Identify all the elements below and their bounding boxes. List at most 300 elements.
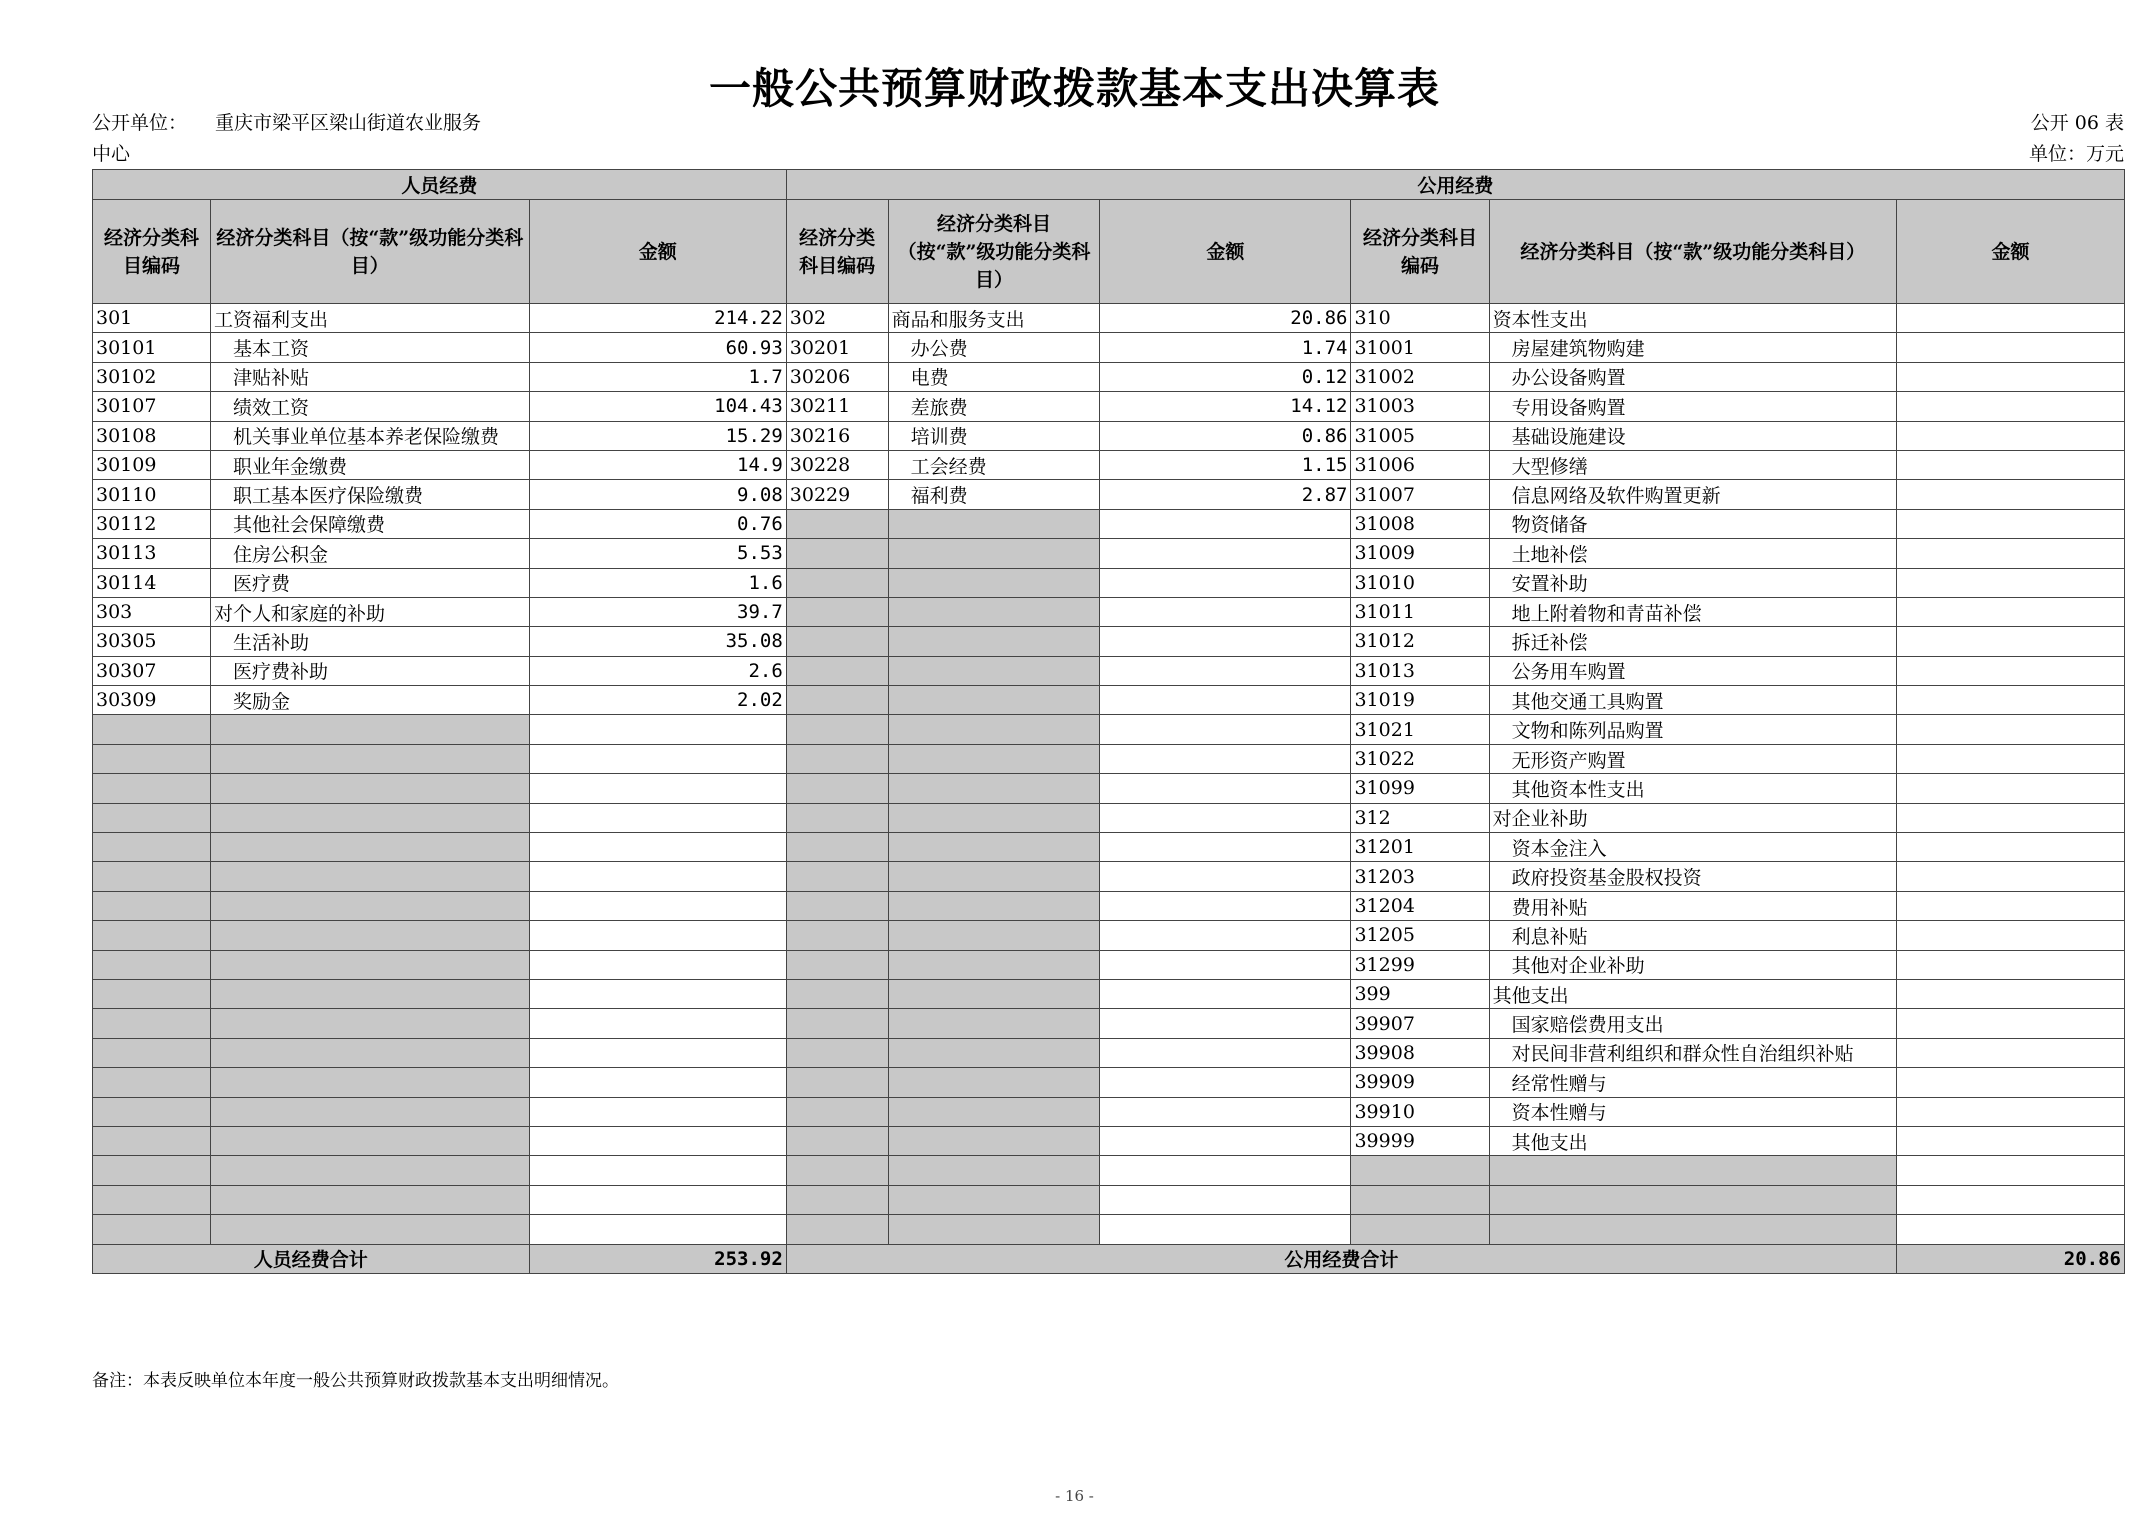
page-number: - 16 - (1055, 1487, 1094, 1505)
table-row (93, 450, 2125, 479)
table-row (93, 715, 2125, 744)
personnel-amount-cell (529, 715, 786, 744)
capital-name-cell: 信息网络及软件购置更新 (1489, 480, 1896, 509)
personnel-name-cell (210, 950, 529, 979)
goods-code-cell: 30216 (786, 421, 888, 450)
table-row (93, 1156, 2125, 1185)
personnel-code-cell: 303 (93, 597, 211, 626)
public-total-label: 公用经费合计 (786, 1244, 1896, 1273)
goods-amount-cell (1100, 1097, 1351, 1126)
personnel-name-cell (210, 1068, 529, 1097)
capital-name-cell: 对民间非营利组织和群众性自治组织补贴 (1489, 1038, 1896, 1067)
goods-amount-cell: 2.87 (1100, 480, 1351, 509)
capital-amount-cell (1897, 627, 2125, 656)
goods-name-cell: 培训费 (888, 421, 1100, 450)
capital-code-cell: 31007 (1351, 480, 1489, 509)
capital-code-cell: 31205 (1351, 921, 1489, 950)
capital-amount-cell (1897, 686, 2125, 715)
personnel-amount-cell (529, 833, 786, 862)
personnel-amount-cell: 214.22 (529, 304, 786, 333)
personnel-name-cell (210, 1038, 529, 1067)
goods-name-cell (888, 950, 1100, 979)
table-row (93, 1215, 2125, 1244)
personnel-name-cell: 生活补助 (210, 627, 529, 656)
expenditure-table (92, 169, 2125, 1274)
table-row (93, 392, 2125, 421)
personnel-total-value: 253.92 (529, 1244, 786, 1273)
personnel-code-cell (93, 979, 211, 1008)
goods-name-cell (888, 774, 1100, 803)
capital-code-cell: 31006 (1351, 450, 1489, 479)
goods-name-cell (888, 686, 1100, 715)
table-row (93, 1097, 2125, 1126)
personnel-code-cell (93, 1068, 211, 1097)
goods-amount-cell (1100, 1038, 1351, 1067)
goods-amount-cell: 14.12 (1100, 392, 1351, 421)
goods-amount-cell (1100, 1068, 1351, 1097)
goods-amount-cell: 0.86 (1100, 421, 1351, 450)
goods-code-cell (786, 627, 888, 656)
capital-name-cell: 房屋建筑物购建 (1489, 333, 1896, 362)
personnel-code-cell (93, 921, 211, 950)
capital-code-cell: 31021 (1351, 715, 1489, 744)
goods-name-cell (888, 979, 1100, 1008)
capital-name-cell: 安置补助 (1489, 568, 1896, 597)
table-row (93, 1009, 2125, 1038)
table-row (93, 1068, 2125, 1097)
capital-code-cell: 31008 (1351, 509, 1489, 538)
goods-code-cell (786, 774, 888, 803)
personnel-code-cell (93, 862, 211, 891)
personnel-name-cell (210, 1009, 529, 1038)
capital-code-cell: 39999 (1351, 1126, 1489, 1155)
personnel-amount-cell: 39.7 (529, 597, 786, 626)
capital-code-cell: 31022 (1351, 744, 1489, 773)
personnel-name-cell: 机关事业单位基本养老保险缴费 (210, 421, 529, 450)
personnel-name-cell: 医疗费 (210, 568, 529, 597)
personnel-amount-cell: 104.43 (529, 392, 786, 421)
goods-name-cell (888, 1126, 1100, 1155)
capital-amount-cell (1897, 744, 2125, 773)
personnel-name-cell (210, 1097, 529, 1126)
unit-label: 公开单位： (92, 112, 188, 134)
footnote: 备注：本表反映单位本年度一般公共预算财政拨款基本支出明细情况。 (92, 1371, 619, 1391)
goods-name-cell (888, 1215, 1100, 1244)
table-row (93, 979, 2125, 1008)
capital-code-cell (1351, 1215, 1489, 1244)
goods-code-cell (786, 656, 888, 685)
capital-name-cell: 拆迁补偿 (1489, 627, 1896, 656)
goods-name-cell (888, 1038, 1100, 1067)
personnel-name-cell (210, 921, 529, 950)
capital-amount-cell (1897, 1038, 2125, 1067)
capital-name-cell: 费用补贴 (1489, 891, 1896, 920)
personnel-code-cell: 30309 (93, 686, 211, 715)
personnel-amount-cell (529, 891, 786, 920)
personnel-name-cell (210, 715, 529, 744)
goods-name-cell (888, 833, 1100, 862)
goods-amount-cell (1100, 774, 1351, 803)
capital-code-cell: 310 (1351, 304, 1489, 333)
table-row (93, 304, 2125, 333)
personnel-name-cell: 基本工资 (210, 333, 529, 362)
capital-name-cell: 办公设备购置 (1489, 362, 1896, 391)
personnel-amount-cell (529, 1215, 786, 1244)
goods-amount-cell: 1.15 (1100, 450, 1351, 479)
table-row (93, 568, 2125, 597)
capital-name-cell: 对企业补助 (1489, 803, 1896, 832)
capital-amount-cell (1897, 568, 2125, 597)
goods-name-cell (888, 803, 1100, 832)
capital-code-cell: 31009 (1351, 539, 1489, 568)
goods-code-cell (786, 833, 888, 862)
goods-amount-cell (1100, 803, 1351, 832)
capital-amount-cell (1897, 950, 2125, 979)
personnel-amount-cell: 2.02 (529, 686, 786, 715)
table-row (93, 656, 2125, 685)
capital-amount-cell (1897, 774, 2125, 803)
personnel-amount-cell (529, 803, 786, 832)
capital-name-cell: 其他资本性支出 (1489, 774, 1896, 803)
capital-amount-cell (1897, 1068, 2125, 1097)
personnel-code-cell (93, 1097, 211, 1126)
goods-name-cell (888, 1068, 1100, 1097)
personnel-code-cell (93, 1156, 211, 1185)
capital-code-cell: 31012 (1351, 627, 1489, 656)
personnel-name-cell: 医疗费补助 (210, 656, 529, 685)
goods-code-cell (786, 744, 888, 773)
personnel-code-cell (93, 891, 211, 920)
personnel-amount-cell: 60.93 (529, 333, 786, 362)
capital-name-cell: 国家赔偿费用支出 (1489, 1009, 1896, 1038)
personnel-code-cell (93, 1215, 211, 1244)
personnel-code-cell: 30114 (93, 568, 211, 597)
table-row (93, 1185, 2125, 1214)
goods-name-cell: 电费 (888, 362, 1100, 391)
capital-name-cell: 利息补贴 (1489, 921, 1896, 950)
goods-name-cell (888, 568, 1100, 597)
table-row (93, 480, 2125, 509)
goods-name-cell: 办公费 (888, 333, 1100, 362)
personnel-code-cell: 30110 (93, 480, 211, 509)
capital-name-cell: 文物和陈列品购置 (1489, 715, 1896, 744)
personnel-amount-cell (529, 1068, 786, 1097)
table-row (93, 627, 2125, 656)
goods-name-cell (888, 627, 1100, 656)
capital-name-cell: 地上附着物和青苗补偿 (1489, 597, 1896, 626)
personnel-name-cell: 住房公积金 (210, 539, 529, 568)
goods-name-cell: 商品和服务支出 (888, 304, 1100, 333)
goods-amount-cell (1100, 891, 1351, 920)
form-number: 公开 06 表 (2030, 112, 2124, 134)
table-row (93, 774, 2125, 803)
personnel-code-cell: 30101 (93, 333, 211, 362)
capital-code-cell: 312 (1351, 803, 1489, 832)
capital-code-cell: 31201 (1351, 833, 1489, 862)
money-unit: 单位：万元 (2028, 143, 2124, 165)
header-personnel-amount: 金额 (529, 200, 786, 304)
goods-code-cell (786, 1126, 888, 1155)
personnel-code-cell (93, 774, 211, 803)
capital-amount-cell (1897, 656, 2125, 685)
personnel-total-label: 人员经费合计 (93, 1244, 530, 1273)
capital-code-cell: 31099 (1351, 774, 1489, 803)
goods-code-cell (786, 950, 888, 979)
personnel-name-cell (210, 979, 529, 1008)
table-row (93, 803, 2125, 832)
goods-name-cell (888, 1185, 1100, 1214)
capital-code-cell (1351, 1156, 1489, 1185)
capital-amount-cell (1897, 304, 2125, 333)
personnel-amount-cell (529, 950, 786, 979)
capital-code-cell: 399 (1351, 979, 1489, 1008)
personnel-name-cell: 对个人和家庭的补助 (210, 597, 529, 626)
capital-code-cell (1351, 1185, 1489, 1214)
goods-amount-cell: 0.12 (1100, 362, 1351, 391)
goods-amount-cell (1100, 744, 1351, 773)
goods-amount-cell (1100, 627, 1351, 656)
personnel-name-cell: 奖励金 (210, 686, 529, 715)
goods-code-cell (786, 1156, 888, 1185)
table-row (93, 1126, 2125, 1155)
goods-amount-cell (1100, 686, 1351, 715)
table-row (93, 950, 2125, 979)
goods-amount-cell (1100, 568, 1351, 597)
personnel-name-cell (210, 1156, 529, 1185)
table-row (93, 362, 2125, 391)
capital-amount-cell (1897, 539, 2125, 568)
personnel-amount-cell (529, 1126, 786, 1155)
capital-code-cell: 31013 (1351, 656, 1489, 685)
table-row (93, 1038, 2125, 1067)
personnel-name-cell (210, 1215, 529, 1244)
personnel-code-cell (93, 1038, 211, 1067)
capital-name-cell: 其他支出 (1489, 979, 1896, 1008)
goods-amount-cell (1100, 950, 1351, 979)
capital-amount-cell (1897, 979, 2125, 1008)
personnel-code-cell (93, 715, 211, 744)
goods-amount-cell (1100, 539, 1351, 568)
goods-amount-cell: 1.74 (1100, 333, 1351, 362)
personnel-code-cell (93, 1185, 211, 1214)
goods-name-cell (888, 891, 1100, 920)
goods-amount-cell (1100, 862, 1351, 891)
personnel-name-cell (210, 744, 529, 773)
goods-code-cell (786, 715, 888, 744)
goods-name-cell (888, 1097, 1100, 1126)
capital-code-cell: 31001 (1351, 333, 1489, 362)
header-personnel-code: 经济分类科目编码 (93, 200, 211, 304)
capital-amount-cell (1897, 450, 2125, 479)
goods-amount-cell (1100, 509, 1351, 538)
personnel-code-cell: 30107 (93, 392, 211, 421)
capital-name-cell: 资本性支出 (1489, 304, 1896, 333)
personnel-amount-cell: 9.08 (529, 480, 786, 509)
personnel-amount-cell (529, 1009, 786, 1038)
goods-amount-cell (1100, 921, 1351, 950)
personnel-code-cell: 30108 (93, 421, 211, 450)
goods-name-cell (888, 744, 1100, 773)
header-goods-name: 经济分类科目（按“款”级功能分类科目） (888, 200, 1100, 304)
goods-name-cell: 福利费 (888, 480, 1100, 509)
personnel-amount-cell (529, 774, 786, 803)
header-goods-amount: 金额 (1100, 200, 1351, 304)
capital-name-cell (1489, 1156, 1896, 1185)
goods-code-cell (786, 862, 888, 891)
capital-code-cell: 31010 (1351, 568, 1489, 597)
table-row (93, 421, 2125, 450)
capital-code-cell: 39908 (1351, 1038, 1489, 1067)
capital-amount-cell (1897, 392, 2125, 421)
personnel-name-cell (210, 774, 529, 803)
goods-code-cell (786, 539, 888, 568)
personnel-name-cell: 绩效工资 (210, 392, 529, 421)
capital-amount-cell (1897, 1185, 2125, 1214)
page-title: 一般公共预算财政拨款基本支出决算表 (708, 64, 1440, 113)
goods-code-cell: 30211 (786, 392, 888, 421)
capital-name-cell: 物资储备 (1489, 509, 1896, 538)
capital-name-cell: 政府投资基金股权投资 (1489, 862, 1896, 891)
capital-code-cell: 31203 (1351, 862, 1489, 891)
goods-code-cell (786, 1068, 888, 1097)
goods-name-cell (888, 715, 1100, 744)
capital-amount-cell (1897, 1009, 2125, 1038)
table-row (93, 744, 2125, 773)
capital-name-cell (1489, 1215, 1896, 1244)
capital-name-cell: 无形资产购置 (1489, 744, 1896, 773)
goods-code-cell: 302 (786, 304, 888, 333)
goods-amount-cell (1100, 1215, 1351, 1244)
capital-amount-cell (1897, 891, 2125, 920)
capital-amount-cell (1897, 862, 2125, 891)
goods-code-cell (786, 1215, 888, 1244)
goods-amount-cell (1100, 597, 1351, 626)
goods-name-cell (888, 862, 1100, 891)
table-row (93, 891, 2125, 920)
capital-amount-cell (1897, 921, 2125, 950)
capital-amount-cell (1897, 803, 2125, 832)
personnel-code-cell (93, 833, 211, 862)
goods-amount-cell (1100, 979, 1351, 1008)
goods-code-cell (786, 979, 888, 1008)
goods-name-cell (888, 597, 1100, 626)
header-capital-amount: 金额 (1897, 200, 2125, 304)
personnel-amount-cell: 35.08 (529, 627, 786, 656)
capital-code-cell: 31299 (1351, 950, 1489, 979)
goods-code-cell (786, 1009, 888, 1038)
capital-code-cell: 39907 (1351, 1009, 1489, 1038)
personnel-code-cell: 301 (93, 304, 211, 333)
personnel-code-cell: 30307 (93, 656, 211, 685)
personnel-amount-cell (529, 744, 786, 773)
goods-name-cell (888, 1156, 1100, 1185)
personnel-amount-cell: 0.76 (529, 509, 786, 538)
capital-code-cell: 31011 (1351, 597, 1489, 626)
personnel-amount-cell: 2.6 (529, 656, 786, 685)
header-capital-name: 经济分类科目（按“款”级功能分类科目） (1489, 200, 1896, 304)
personnel-amount-cell: 1.6 (529, 568, 786, 597)
goods-code-cell (786, 1038, 888, 1067)
personnel-name-cell: 其他社会保障缴费 (210, 509, 529, 538)
section-personnel: 人员经费 (93, 170, 787, 200)
goods-name-cell (888, 539, 1100, 568)
personnel-name-cell (210, 1126, 529, 1155)
goods-code-cell (786, 891, 888, 920)
capital-code-cell: 39909 (1351, 1068, 1489, 1097)
table-row (93, 686, 2125, 715)
personnel-amount-cell (529, 862, 786, 891)
capital-name-cell: 基础设施建设 (1489, 421, 1896, 450)
capital-code-cell: 31005 (1351, 421, 1489, 450)
table-row (93, 597, 2125, 626)
goods-code-cell (786, 1185, 888, 1214)
personnel-code-cell (93, 744, 211, 773)
capital-name-cell: 专用设备购置 (1489, 392, 1896, 421)
personnel-code-cell: 30112 (93, 509, 211, 538)
capital-name-cell (1489, 1185, 1896, 1214)
table-row (93, 921, 2125, 950)
goods-code-cell: 30201 (786, 333, 888, 362)
capital-name-cell: 资本性赠与 (1489, 1097, 1896, 1126)
goods-code-cell (786, 921, 888, 950)
capital-amount-cell (1897, 1097, 2125, 1126)
header-goods-code: 经济分类科目编码 (786, 200, 888, 304)
personnel-amount-cell: 5.53 (529, 539, 786, 568)
personnel-amount-cell (529, 1185, 786, 1214)
capital-amount-cell (1897, 480, 2125, 509)
capital-amount-cell (1897, 833, 2125, 862)
goods-amount-cell (1100, 1156, 1351, 1185)
capital-amount-cell (1897, 362, 2125, 391)
goods-name-cell (888, 509, 1100, 538)
personnel-amount-cell: 15.29 (529, 421, 786, 450)
personnel-name-cell: 工资福利支出 (210, 304, 529, 333)
personnel-name-cell (210, 891, 529, 920)
personnel-code-cell: 30305 (93, 627, 211, 656)
goods-name-cell (888, 1009, 1100, 1038)
goods-code-cell (786, 597, 888, 626)
capital-code-cell: 39910 (1351, 1097, 1489, 1126)
header-capital-code: 经济分类科目编码 (1351, 200, 1489, 304)
personnel-name-cell (210, 803, 529, 832)
table-row (93, 509, 2125, 538)
goods-name-cell (888, 921, 1100, 950)
personnel-amount-cell (529, 1097, 786, 1126)
personnel-name-cell (210, 1185, 529, 1214)
goods-code-cell (786, 1097, 888, 1126)
goods-name-cell: 工会经费 (888, 450, 1100, 479)
capital-name-cell: 资本金注入 (1489, 833, 1896, 862)
personnel-code-cell (93, 1009, 211, 1038)
totals-row (93, 1244, 2125, 1273)
personnel-name-cell: 津贴补贴 (210, 362, 529, 391)
personnel-name-cell (210, 862, 529, 891)
capital-name-cell: 大型修缮 (1489, 450, 1896, 479)
capital-name-cell: 公务用车购置 (1489, 656, 1896, 685)
goods-name-cell: 差旅费 (888, 392, 1100, 421)
personnel-code-cell (93, 950, 211, 979)
goods-code-cell: 30228 (786, 450, 888, 479)
personnel-code-cell (93, 1126, 211, 1155)
goods-name-cell (888, 656, 1100, 685)
capital-name-cell: 其他交通工具购置 (1489, 686, 1896, 715)
personnel-amount-cell (529, 921, 786, 950)
goods-code-cell (786, 509, 888, 538)
capital-code-cell: 31002 (1351, 362, 1489, 391)
goods-amount-cell (1100, 656, 1351, 685)
personnel-code-cell: 30102 (93, 362, 211, 391)
goods-amount-cell (1100, 833, 1351, 862)
